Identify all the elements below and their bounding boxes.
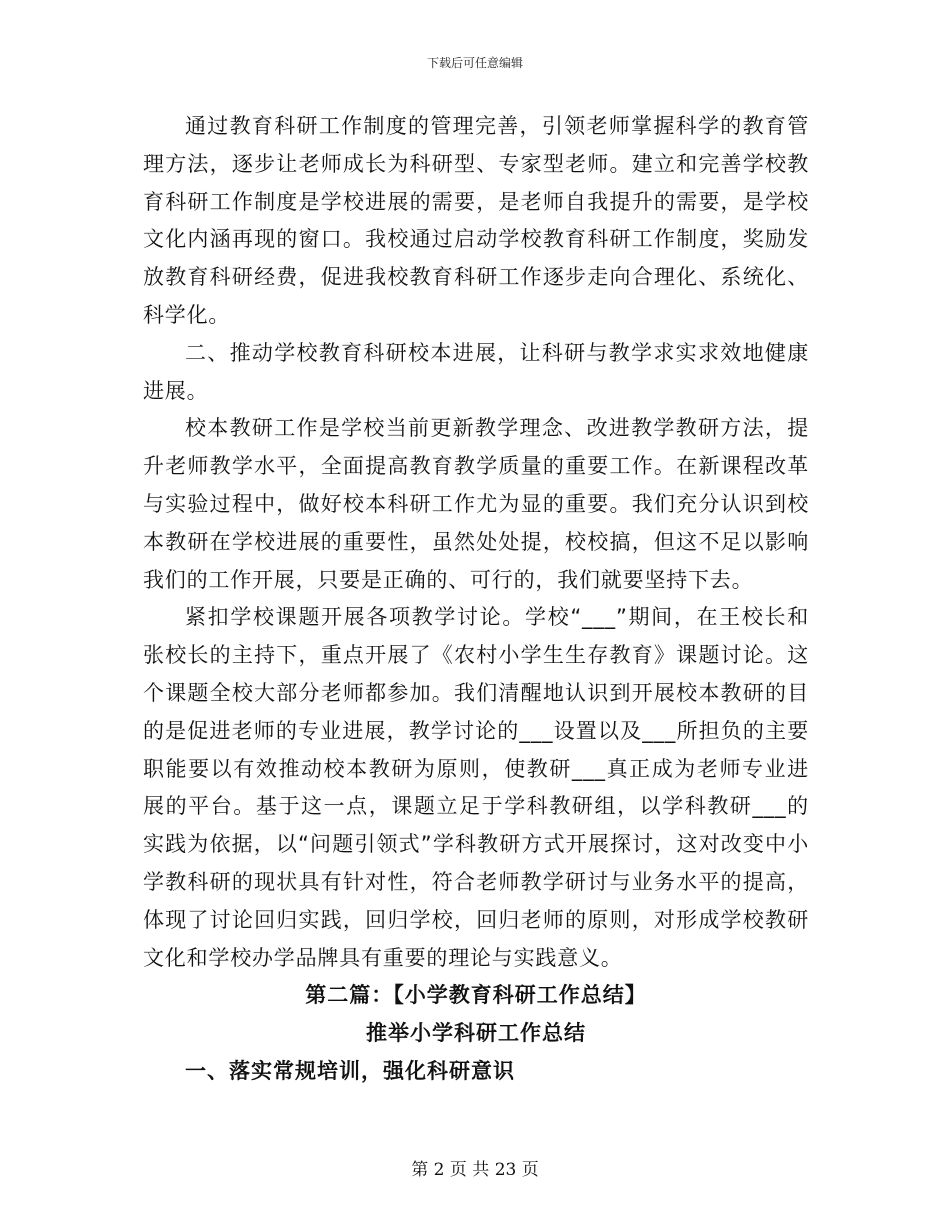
sub-title: 推举小学科研工作总结: [366, 1021, 586, 1046]
section-title: 第二篇：【小学教育科研工作总结】: [305, 983, 647, 1008]
paragraph-3: 校本教研工作是学校当前更新教学理念、改进教学教研方法，提升老师教学水平，全面提高教育教学质量的重要工作。在新课程改革与实验过程中，做好校本科研工作尤为显的重要。我们充分认识到校本教研在学校进展的重要性，虽然处处提，校校搞，但这不足以影响我们的工作开展，只要是正确的、可行的，我们就要坚持下去。: [143, 416, 809, 592]
paragraph-1: 通过教育科研工作制度的管理完善，引领老师掌握科学的教育管理方法，逐步让老师成长为科研型、专家型老师。建立和完善学校教育科研工作制度是学校进展的需要，是老师自我提升的需要，是学校文化内涵再现的窗口。我校通过启动学校教育科研工作制度，奖励发放教育科研经费，促进我校教育科研工作逐步走向合理化、系统化、科学化。: [143, 114, 809, 327]
page-header: 下载后可任意编辑: [426, 56, 523, 70]
paragraph-2: 二、推动学校教育科研校本进展，让科研与教学求实求效地健康进展。: [143, 340, 809, 403]
page-footer: 第 2 页 共 23 页: [411, 1160, 539, 1180]
document-body: [143, 108, 809, 1091]
heading-1: 一、落实常规培训，强化科研意识: [185, 1058, 515, 1083]
paragraph-4: 紧扣学校课题开展各项教学讨论。学校“___”期间，在王校长和张校长的主持下，重点开展了《农村小学生生存教育》课题讨论。这个课题全校大部分老师都参加。我们清醒地认识到开展校本教研的目的是促进老师的专业进展，教学讨论的___设置以及___所担负的主要职能要以有效推动校本教研为原则，使教研___真正成为老师专业进展的平台。基于这一点，课题立足于学科教研组，以学科教研___的实践为依据，以“问题引领式”学科教研方式开展探讨，这对改变中小学教科研的现状具有针对性，符合老师教学研讨与业务水平的提高，体现了讨论回归实践，回归学校，回归老师的原则，对形成学校教研文化和学校办学品牌具有重要的理论与实践意义。: [143, 605, 809, 970]
